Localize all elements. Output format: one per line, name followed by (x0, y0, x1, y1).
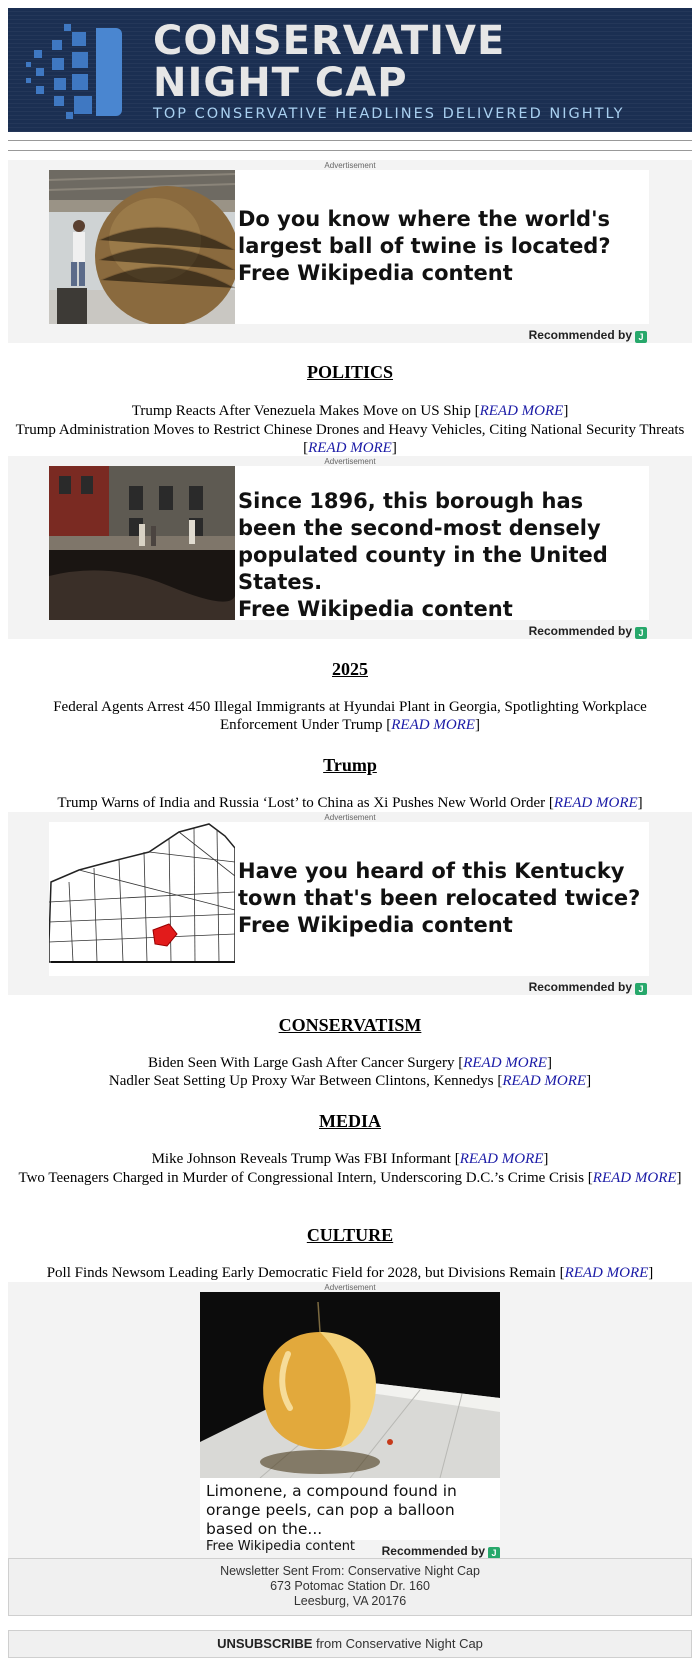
read-more-link[interactable]: READ MORE (308, 440, 392, 456)
footer-address: 673 Potomac Station Dr. 160 (270, 1579, 430, 1593)
read-more-link[interactable]: READ MORE (592, 1170, 677, 1186)
recommended-by[interactable] (529, 624, 647, 639)
headline-item: Poll Finds Newsom Leading Early Democratic Field for 2028, but Divisions Remain [READ MORE] (46, 1265, 654, 1281)
ad-image-borough-street[interactable] (49, 466, 235, 620)
headline-text: Trump Warns of India and Russia ‘Lost’ to China as Xi Pushes New World Order (57, 795, 546, 811)
recommended-by[interactable] (529, 980, 647, 995)
ad-text[interactable] (238, 206, 641, 287)
masthead-tagline: TOP CONSERVATIVE HEADLINES DELIVERED NIGHTLY (153, 106, 625, 122)
section-title-politics: POLITICS (306, 362, 394, 382)
headline-item: Trump Warns of India and Russia ‘Lost’ to China as Xi Pushes New World Order [READ MORE] (57, 795, 643, 811)
masthead-banner[interactable] (8, 8, 692, 132)
ad-source: Free Wikipedia content (238, 261, 513, 285)
headline-text: Trump Administration Moves to Restrict Chinese Drones and Heavy Vehicles, Citing National Security Threats (15, 422, 685, 438)
j-badge-icon: J (635, 627, 647, 639)
masthead-title-line1: CONSERVATIVE (153, 18, 506, 64)
section-title-media: MEDIA (319, 1111, 381, 1131)
recommended-label: Recommended by (528, 980, 632, 994)
section-title-2025: 2025 (332, 659, 368, 679)
ad-headline: Do you know where the world's largest ball of twine is located? (238, 207, 611, 258)
read-more-link[interactable]: READ MORE (564, 1265, 649, 1281)
unsubscribe-text: from Conservative Night Cap (312, 1636, 483, 1651)
advertisement-block[interactable] (8, 160, 692, 343)
j-badge-icon: J (635, 983, 647, 995)
ad-source: Free Wikipedia content (206, 1539, 356, 1554)
divider (8, 150, 692, 151)
read-more-link[interactable]: READ MORE (553, 795, 638, 811)
read-more-link[interactable]: READ MORE (463, 1055, 547, 1071)
divider (8, 140, 692, 141)
footer-sender: Newsletter Sent From: Conservative Night Cap (220, 1564, 480, 1578)
headline-text: Mike Johnson Reveals Trump Was FBI Informant (151, 1151, 451, 1167)
headline-item: Federal Agents Arrest 450 Illegal Immigrants at Hyundai Plant in Georgia, Spotlighting Workplace Enforcement Under Trump [READ MORE] (53, 699, 647, 733)
ad-label: Advertisement (324, 1283, 376, 1292)
headline-text: Biden Seen With Large Gash After Cancer Surgery (148, 1055, 455, 1071)
recommended-label: Recommended by (381, 1544, 485, 1558)
footer-city: Leesburg, VA 20176 (293, 1594, 407, 1608)
ad-image-balloon[interactable] (200, 1292, 500, 1478)
ad-card[interactable] (49, 466, 649, 620)
recommended-label: Recommended by (528, 624, 632, 638)
section-title-culture: CULTURE (306, 1225, 394, 1245)
ad-image-twine-ball[interactable] (49, 170, 235, 324)
advertisement-block[interactable] (8, 812, 692, 995)
read-more-link[interactable]: READ MORE (502, 1073, 587, 1089)
ad-image-kentucky-map[interactable] (49, 822, 235, 976)
newsletter-footer (8, 1558, 692, 1616)
ad-text[interactable] (238, 858, 641, 939)
headline-item: Mike Johnson Reveals Trump Was FBI Informant [READ MORE] (151, 1151, 549, 1167)
ad-label: Advertisement (324, 161, 376, 170)
recommended-by[interactable] (382, 1544, 500, 1559)
headline-text: Poll Finds Newsom Leading Early Democratic Field for 2028, but Divisions Remain (46, 1265, 556, 1281)
pixel-logo-icon (26, 22, 136, 122)
advertisement-block[interactable] (8, 1282, 692, 1558)
recommended-label: Recommended by (528, 328, 632, 342)
recommended-by[interactable] (529, 328, 647, 343)
ad-headline: Have you heard of this Kentucky town that's been relocated twice? (238, 859, 641, 910)
read-more-link[interactable]: READ MORE (479, 403, 564, 419)
section-title-trump: Trump (323, 755, 377, 775)
j-badge-icon: J (635, 331, 647, 343)
ad-text[interactable] (238, 488, 641, 620)
ad-label: Advertisement (324, 457, 376, 466)
masthead-title-line2: NIGHT CAP (153, 60, 408, 106)
headline-text: Nadler Seat Setting Up Proxy War Between Clintons, Kennedys (108, 1073, 494, 1089)
headline-text: Federal Agents Arrest 450 Illegal Immigrants at Hyundai Plant in Georgia, Spotlighting Workplace Enforcement Under Trump (53, 699, 647, 733)
ad-headline: Limonene, a compound found in orange peels, can pop a balloon based on the... (206, 1482, 457, 1538)
headline-text: Two Teenagers Charged in Murder of Congressional Intern, Underscoring D.C.’s Crime Crisis (18, 1170, 585, 1186)
unsubscribe-box (8, 1630, 692, 1658)
headline-text: Trump Reacts After Venezuela Makes Move on US Ship (131, 403, 471, 419)
j-badge-icon: J (488, 1547, 500, 1559)
read-more-link[interactable]: READ MORE (391, 717, 475, 733)
masthead-title (153, 20, 505, 104)
headline-item: Biden Seen With Large Gash After Cancer Surgery [READ MORE] (148, 1055, 552, 1071)
ad-card[interactable] (49, 170, 649, 324)
section-title-conservatism: CONSERVATISM (278, 1015, 422, 1035)
headline-item: Trump Administration Moves to Restrict Chinese Drones and Heavy Vehicles, Citing National Security Threats [READ MORE] (15, 422, 685, 456)
headline-item: Two Teenagers Charged in Murder of Congressional Intern, Underscoring D.C.’s Crime Crisis [READ MORE] (18, 1170, 682, 1186)
headline-item: Nadler Seat Setting Up Proxy War Between Clintons, Kennedys [READ MORE] (108, 1073, 592, 1089)
unsubscribe-link[interactable]: UNSUBSCRIBE (217, 1636, 313, 1651)
advertisement-block[interactable] (8, 456, 692, 639)
ad-source: Free Wikipedia content (238, 597, 513, 620)
ad-label: Advertisement (324, 813, 376, 822)
ad-headline: Since 1896, this borough has been the second-most densely populated county in the United States. (238, 489, 608, 594)
ad-source: Free Wikipedia content (238, 913, 513, 937)
read-more-link[interactable]: READ MORE (459, 1151, 544, 1167)
ad-card[interactable] (49, 822, 649, 976)
headline-item: Trump Reacts After Venezuela Makes Move on US Ship [READ MORE] (131, 403, 569, 419)
